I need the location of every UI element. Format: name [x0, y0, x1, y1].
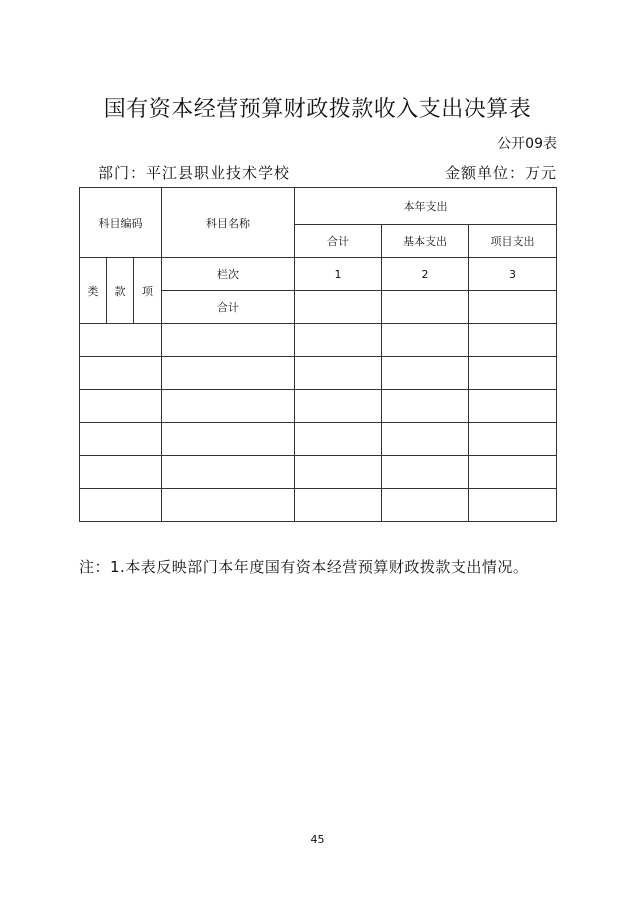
total-row-label: 合计	[162, 291, 295, 324]
empty-cell	[469, 489, 557, 522]
column-order-label: 栏次	[162, 258, 295, 291]
column-order-1: 1	[295, 258, 382, 291]
empty-cell	[80, 423, 162, 456]
header-subject-name: 科目名称	[162, 188, 295, 258]
header-lei: 类	[80, 258, 107, 324]
empty-cell	[469, 357, 557, 390]
empty-cell	[295, 324, 382, 357]
page-title: 国有资本经营预算财政拨款收入支出决算表	[103, 97, 532, 122]
table-row	[80, 357, 557, 390]
empty-cell	[80, 357, 162, 390]
empty-cell	[382, 390, 469, 423]
empty-cell	[382, 324, 469, 357]
total-row-project	[469, 291, 557, 324]
header-kuan: 款	[107, 258, 134, 324]
empty-cell	[162, 390, 295, 423]
amount-unit-label: 金额单位：万元	[444, 164, 557, 182]
total-row-total	[295, 291, 382, 324]
empty-cell	[80, 456, 162, 489]
empty-cell	[469, 324, 557, 357]
empty-cell	[295, 390, 382, 423]
empty-cell	[162, 324, 295, 357]
empty-cell	[295, 489, 382, 522]
empty-cell	[295, 357, 382, 390]
header-current-year-expense: 本年支出	[295, 188, 557, 225]
empty-cell	[295, 456, 382, 489]
empty-cell	[469, 423, 557, 456]
table-row	[80, 324, 557, 357]
empty-cell	[469, 456, 557, 489]
table-row	[80, 423, 557, 456]
empty-cell	[162, 489, 295, 522]
empty-cell	[80, 390, 162, 423]
empty-cell	[382, 489, 469, 522]
form-number: 公开09表	[497, 136, 557, 152]
table-row	[80, 390, 557, 423]
column-order-2: 2	[382, 258, 469, 291]
total-row-basic	[382, 291, 469, 324]
table-row	[80, 489, 557, 522]
header-total: 合计	[295, 225, 382, 258]
empty-cell	[80, 489, 162, 522]
empty-cell	[162, 357, 295, 390]
empty-cell	[162, 456, 295, 489]
empty-cell	[80, 324, 162, 357]
budget-table	[79, 187, 557, 522]
empty-cell	[382, 456, 469, 489]
empty-cell	[382, 357, 469, 390]
header-xiang: 项	[134, 258, 162, 324]
page-number: 45	[310, 833, 325, 846]
empty-cell	[162, 423, 295, 456]
empty-cell	[295, 423, 382, 456]
footnote: 注：1.本表反映部门本年度国有资本经营预算财政拨款支出情况。	[79, 558, 529, 576]
header-basic-expense: 基本支出	[382, 225, 469, 258]
column-order-3: 3	[469, 258, 557, 291]
header-subject-code: 科目编码	[80, 188, 162, 258]
empty-cell	[469, 390, 557, 423]
department-label: 部门：平江县职业技术学校	[98, 164, 291, 182]
empty-cell	[382, 423, 469, 456]
header-project-expense: 项目支出	[469, 225, 557, 258]
table-row	[80, 456, 557, 489]
